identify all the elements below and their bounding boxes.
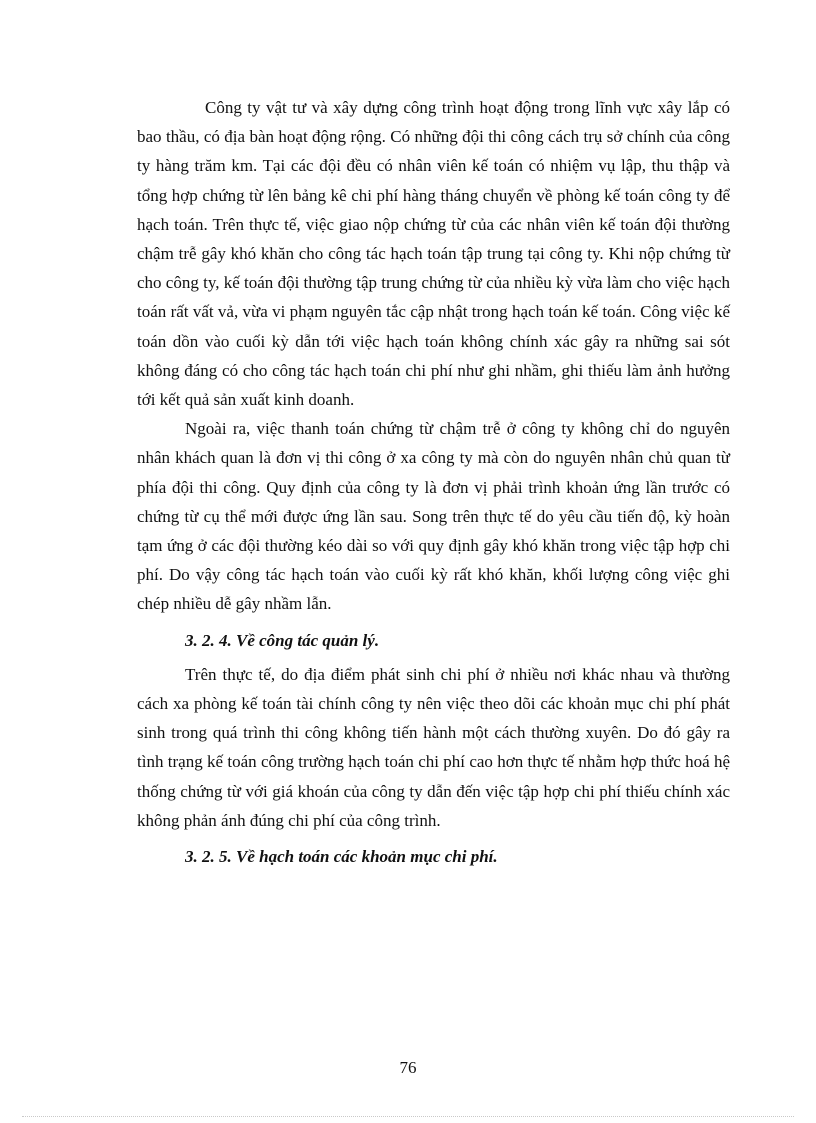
page-number: 76 [399,1058,417,1077]
document-body [137,93,730,876]
page-bottom-divider [22,1116,794,1117]
paragraph-payment-delays: Ngoài ra, việc thanh toán chứng từ chậm trễ ở công ty không chỉ do nguyên nhân khách quan là đơn vị thi công ở xa công ty mà còn do nguyên nhân chủ quan từ phía đội thi công. Quy định của công ty là đơn vị phải trình khoản ứng lần trước có chứng từ cụ thể mới được ứng lần sau. Song trên thực tế do yêu cầu tiến độ, kỳ hoàn tạm ứng ở các đội thường kéo dài so với quy định gây khó khăn trong việc tập hợp chi phí. Do vậy công tác hạch toán vào cuối kỳ rất khó khăn, khối lượng công việc ghi chép nhiều dễ gây nhầm lẫn. [137,419,730,614]
paragraph-company-overview: Công ty vật tư và xây dựng công trình hoạt động trong lĩnh vực xây lắp có bao thầu, có địa bàn hoạt động rộng. Có những đội thi công cách trụ sở chính của công ty hàng trăm km. Tại các đội đều có nhân viên kế toán có nhiệm vụ lập, thu thập và tổng hợp chứng từ lên bảng kê chi phí hàng tháng chuyển về phòng kế toán công ty để hạch toán. Trên thực tế, việc giao nộp chứng từ của các nhân viên kế toán đội thường chậm trễ gây khó khăn cho công tác hạch toán tập trung tại công ty. Khi nộp chứng từ cho công ty, kế toán đội thường tập trung chứng từ của nhiều kỳ vừa làm cho việc hạch toán rất vất vả, vừa vi phạm nguyên tắc cập nhật trong hạch toán kế toán. Công việc kế toán dồn vào cuối kỳ dẫn tới việc hạch toán không chính xác gây ra những sai sót không đáng có cho công tác hạch toán chi phí như ghi nhầm, ghi thiếu làm ảnh hưởng tới kết quả sản xuất kinh doanh. [137,98,730,410]
section-heading-management: 3. 2. 4. Về công tác quản lý. [185,630,380,650]
paragraph-management: Trên thực tế, do địa điểm phát sinh chi phí ở nhiều nơi khác nhau và thường cách xa phòng kế toán tài chính công ty nên việc theo dõi các khoản mục chi phí phát sinh trong quá trình thi công không tiến hành một cách thường xuyên. Do đó gây ra tình trạng kế toán công trường hạch toán chi phí cao hơn thực tế nhằm hợp thức hoá hệ thống chứng từ với giá khoán của công ty dẫn đến việc tập hợp chi phí thiếu chính xác không phản ánh đúng chi phí của công trình. [137,664,730,830]
section-heading-cost-accounting: 3. 2. 5. Về hạch toán các khoản mục chi phí. [185,847,498,867]
